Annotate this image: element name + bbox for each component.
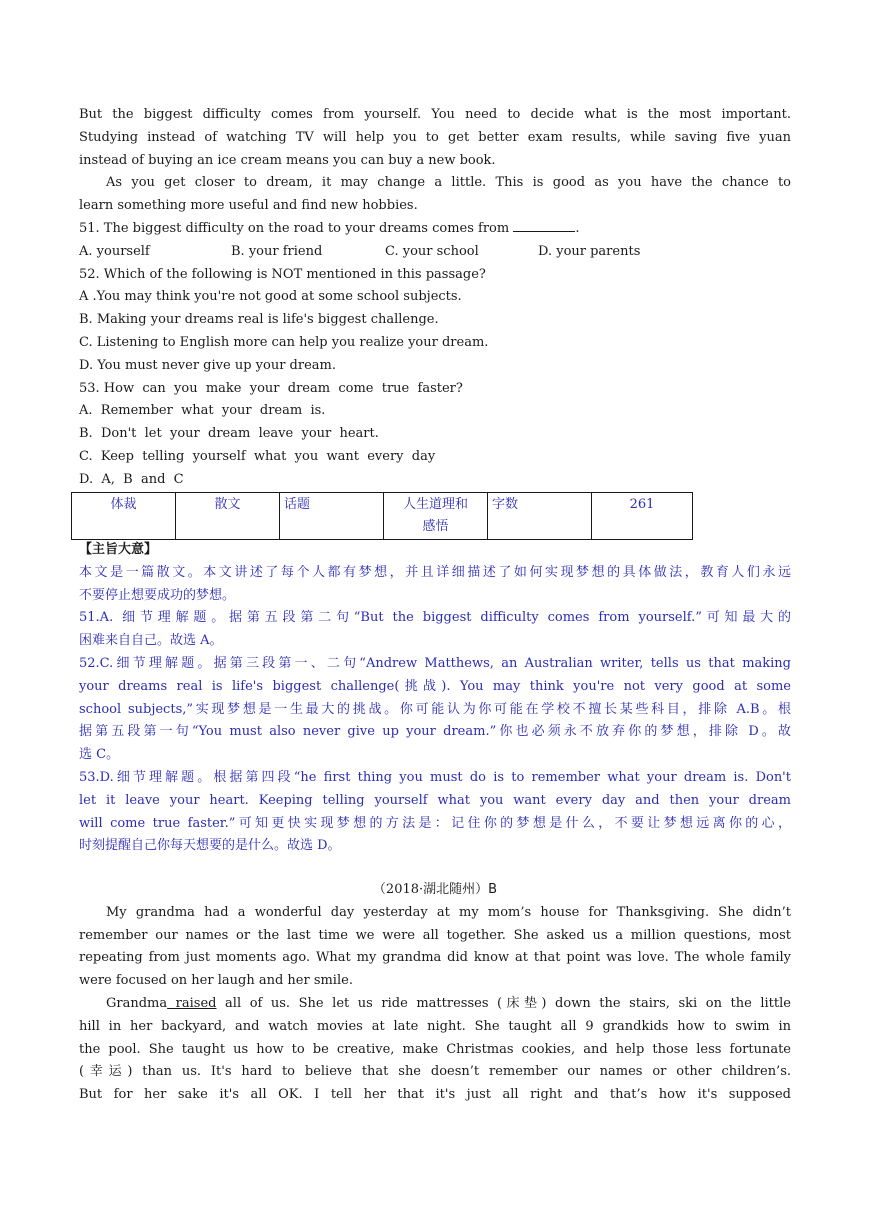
option-a: A .You may think you're not good at some school subjects. [79, 289, 462, 305]
answer-52-line: 选 C。 [79, 747, 120, 763]
answer-52-line: 52.C.细节理解题。据第三段第一、二句“Andrew Matthews, an Australian writer, tells us that making [79, 655, 791, 671]
topic-label: 话题 [280, 493, 384, 540]
answer-53-line: let it leave your heart. Keeping telling yourself what you want every day and then your dream [79, 792, 791, 808]
answer-53-line: 时刻提醒自己你每天想要的是什么。故选 D。 [79, 838, 341, 854]
answer-51-line: 困难来自自己。故选 A。 [79, 633, 223, 649]
option-d: D. your parents [538, 243, 641, 259]
option-b: B. your friend [231, 243, 323, 259]
passage-line: As you get closer to dream, it may change a little. This is good as you have the chance to [106, 175, 791, 191]
passage-line: were focused on her laugh and her smile. [79, 973, 353, 989]
passage-line: My grandma had a wonderful day yesterday at my mom’s house for Thanksgiving. She didn’t [106, 904, 791, 920]
answer-53-line: 53.D.细节理解题。根据第四段“he first thing you must do is to remember what your dream is. Don't [79, 769, 791, 785]
question-52-stem: 52. Which of the following is NOT mentioned in this passage? [79, 266, 486, 282]
passage-line: But the biggest difficulty comes from yourself. You need to decide what is the most important. [79, 107, 791, 122]
passage-line: the pool. She taught us how to be creative, make Christmas cookies, and help those less fortunate [79, 1041, 791, 1057]
passage-line: remember our names or the last time we were all together. She asked us a million questions, most [79, 927, 791, 943]
word-count-value: 261 [592, 493, 693, 540]
word-count-label: 字数 [488, 493, 592, 540]
section-b [79, 879, 791, 1107]
option-c: C. Listening to English more can help you realize your dream. [79, 334, 489, 350]
passage-line: (幸运) than us. It's hard to believe that she doesn’t remember our names or other children’s. [79, 1064, 791, 1080]
passage-line: hill in her backyard, and watch movies at late night. She taught all 9 grandkids how to swim in [79, 1018, 791, 1034]
genre-value: 散文 [176, 493, 280, 540]
passage-info-table [71, 492, 693, 540]
answer-blank [513, 219, 575, 232]
passage-line: learn something more useful and find new hobbies. [79, 198, 418, 214]
genre-label: 体裁 [72, 493, 176, 540]
section-b-title: （2018·湖北随州）B [372, 882, 498, 897]
passage-line: But for her sake it's all OK. I tell her that it's just all right and that’s how it's supposed [79, 1087, 791, 1103]
question-53-stem: 53. How can you make your dream come true faster? [79, 380, 463, 396]
option-a: A. Remember what your dream is. [79, 403, 326, 419]
option-d: D. You must never give up your dream. [79, 357, 336, 373]
answer-52-line: school subjects,”实现梦想是一生最大的挑战。你可能认为你可能在学校不擅长某些科目，排除 A.B。根 [79, 701, 791, 717]
passage-line: instead of buying an ice cream means you can buy a new book. [79, 152, 496, 168]
option-b: B. Don't let your dream leave your heart. [79, 426, 379, 442]
question-51-options [79, 241, 791, 264]
passage-line: repeating from just moments ago. What my grandma did know at that point was love. The whole family [79, 950, 791, 966]
document-page [79, 104, 791, 492]
analysis-heading: 【主旨大意】 [79, 542, 158, 557]
question-51-stem: 51. The biggest difficulty on the road to your dreams comes from . [79, 220, 580, 236]
answer-52-line: 据第五段第一句“You must also never give up your dream.”你也必须永不放弃你的梦想，排除 D。故 [79, 724, 791, 740]
option-d: D. A, B and C [79, 471, 184, 487]
option-b: B. Making your dreams real is life's biggest challenge. [79, 312, 439, 328]
answer-51-line: 51.A. 细节理解题。据第五段第二句“But the biggest difficulty comes from yourself.”可知最大的 [79, 610, 791, 626]
passage-line: Grandma raised all of us. She let us ride mattresses (床垫) down the stairs, ski on the little [106, 995, 791, 1011]
summary-line: 不要停止想要成功的梦想。 [79, 587, 236, 603]
analysis-section [79, 539, 791, 858]
option-c: C. your school [385, 243, 479, 259]
option-a: A. yourself [79, 243, 150, 259]
answer-53-line: will come true faster.”可知更快实现梦想的方法是：记住你的梦想是什么，不要让梦想远离你的心， [79, 815, 791, 831]
summary-line: 本文是一篇散文。本文讲述了每个人都有梦想，并且详细描述了如何实现梦想的具体做法，教育人们永远 [79, 564, 791, 580]
option-c: C. Keep telling yourself what you want every day [79, 448, 436, 464]
passage-line: Studying instead of watching TV will help you to get better exam results, while saving five yuan [79, 129, 791, 145]
answer-52-line: your dreams real is life's biggest challenge(挑战). You may think you're not very good at some [79, 678, 791, 694]
underlined-word: raised [167, 995, 217, 1011]
topic-value: 人生道理和 感悟 [384, 493, 488, 540]
